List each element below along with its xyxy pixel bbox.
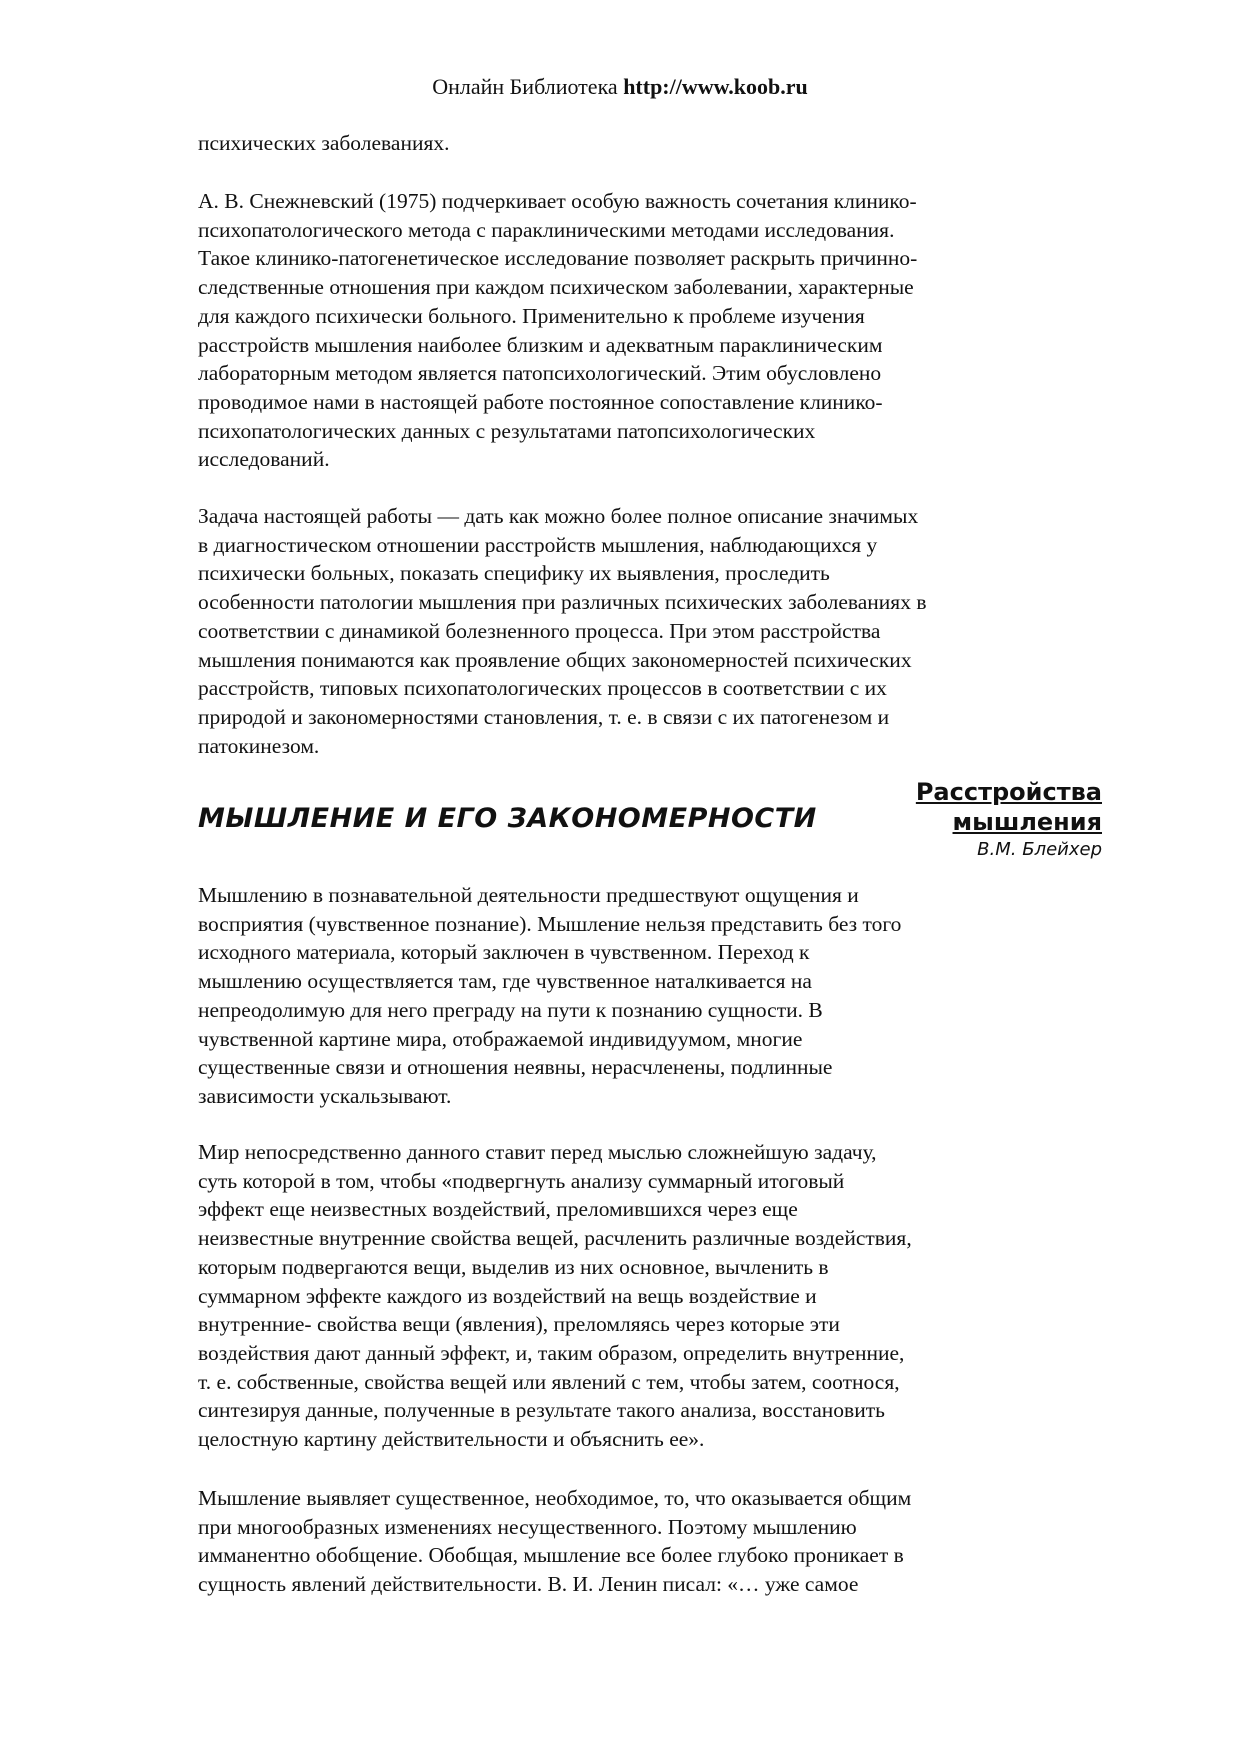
- text-line: Задача настоящей работы — дать как можно более полное описание значимых: [198, 504, 919, 528]
- text-line: внутренние- свойства вещи (явления), преломляясь через которые эти: [198, 1312, 840, 1337]
- text-line: исследований.: [198, 447, 330, 472]
- text-line: целостную картину действительности и объяснить ее».: [198, 1427, 705, 1452]
- text-line: сущность явлений действительности. В. И. Ленин писал: «… уже самое: [198, 1572, 859, 1597]
- text-line: психических заболеваниях.: [198, 131, 450, 155]
- text-line: Мир непосредственно данного ставит перед мыслью сложнейшую задачу,: [198, 1140, 877, 1164]
- text-line: психопатологических данных с результатами патопсихологических: [198, 418, 816, 443]
- text-line: патокинезом.: [198, 733, 320, 758]
- book-title-line2[interactable]: мышления: [952, 808, 1102, 836]
- text-line: соответствии с динамикой болезненного процесса. При этом расстройства: [198, 618, 881, 643]
- text-line: неизвестные внутренние свойства вещей, расчленить различные воздействия,: [198, 1226, 912, 1251]
- text-line: Такое клинико-патогенетическое исследование позволяет раскрыть причинно-: [198, 246, 918, 271]
- text-line: исходного материала, который заключен в чувственном. Переход к: [198, 940, 810, 965]
- text-line: лабораторным методом является патопсихологический. Этим обусловлено: [198, 361, 882, 386]
- paragraph: [198, 129, 1078, 158]
- book-author: В.М. Блейхер: [977, 839, 1102, 860]
- text-line: синтезируя данные, полученные в результате такого анализа, восстановить: [198, 1398, 885, 1423]
- text-line: особенности патологии мышления при различных психических заболеваниях в: [198, 590, 927, 615]
- text-line: проводимое нами в настоящей работе постоянное сопоставление клинико-: [198, 389, 883, 414]
- paragraph: [198, 1484, 1078, 1599]
- text-line: психопатологического метода с параклиническими методами исследования.: [198, 217, 895, 242]
- text-line: чувственной картине мира, отображаемой индивидуумом, многие: [198, 1026, 803, 1051]
- text-line: А. В. Снежневский (1975) подчеркивает особую важность сочетания клинико-: [198, 189, 917, 213]
- text-line: эффект еще неизвестных воздействий, преломившихся через еще: [198, 1197, 798, 1222]
- header-prefix: Онлайн Библиотека: [432, 74, 618, 99]
- text-line: воздействия дают данный эффект, и, таким образом, определить внутренние,: [198, 1340, 905, 1365]
- text-line: следственные отношения при каждом психическом заболевании, характерные: [198, 275, 914, 300]
- text-line: природой и закономерностями становления, т. е. в связи с их патогенезом и: [198, 704, 890, 729]
- book-title-line1[interactable]: Расстройства: [915, 778, 1102, 806]
- text-line: Мышление выявляет существенное, необходимое, то, что оказывается общим: [198, 1486, 912, 1510]
- book-title-block: [916, 777, 1102, 863]
- paragraph: [198, 1138, 1078, 1454]
- text-line: расстройств мышления наиболее близким и адекватным параклиническим: [198, 332, 883, 357]
- paragraph: [198, 187, 1078, 474]
- page-header: [0, 74, 1240, 100]
- text-line: мышления понимаются как проявление общих закономерностей психических: [198, 647, 912, 672]
- paragraph: [198, 502, 1078, 760]
- header-url[interactable]: http://www.koob.ru: [623, 74, 808, 99]
- text-line: расстройств, типовых психопатологических процессов в соответствии с их: [198, 676, 887, 701]
- text-line: существенные связи и отношения неявны, нерасчленены, подлинные: [198, 1055, 833, 1080]
- text-line: непреодолимую для него преграду на пути к познанию сущности. В: [198, 997, 823, 1022]
- text-line: суть которой в том, чтобы «подвергнуть анализу суммарный итоговый: [198, 1168, 845, 1193]
- text-line: в диагностическом отношении расстройств мышления, наблюдающихся у: [198, 532, 878, 557]
- text-line: суммарном эффекте каждого из воздействий на вещь воздействие и: [198, 1283, 817, 1308]
- text-line: для каждого психически больного. Применительно к проблеме изучения: [198, 303, 865, 328]
- text-line: зависимости ускальзывают.: [198, 1083, 452, 1108]
- text-line: восприятия (чувственное познание). Мышление нельзя представить без того: [198, 911, 902, 936]
- text-line: мышлению осуществляется там, где чувственное наталкивается на: [198, 969, 812, 994]
- text-line: Мышлению в познавательной деятельности предшествуют ощущения и: [198, 883, 859, 907]
- text-line: психически больных, показать специфику их выявления, проследить: [198, 561, 830, 586]
- section-heading: МЫШЛЕНИЕ И ЕГО ЗАКОНОМЕРНОСТИ: [198, 803, 817, 834]
- text-line: при многообразных изменениях несущественного. Поэтому мышлению: [198, 1514, 857, 1539]
- text-line: т. е. собственные, свойства вещей или явлений с тем, чтобы затем, соотнося,: [198, 1369, 900, 1394]
- text-line: имманентно обобщение. Обобщая, мышление все более глубоко проникает в: [198, 1543, 904, 1568]
- text-line: которым подвергаются вещи, выделив из них основное, вычленить в: [198, 1254, 829, 1279]
- paragraph: [198, 881, 1078, 1111]
